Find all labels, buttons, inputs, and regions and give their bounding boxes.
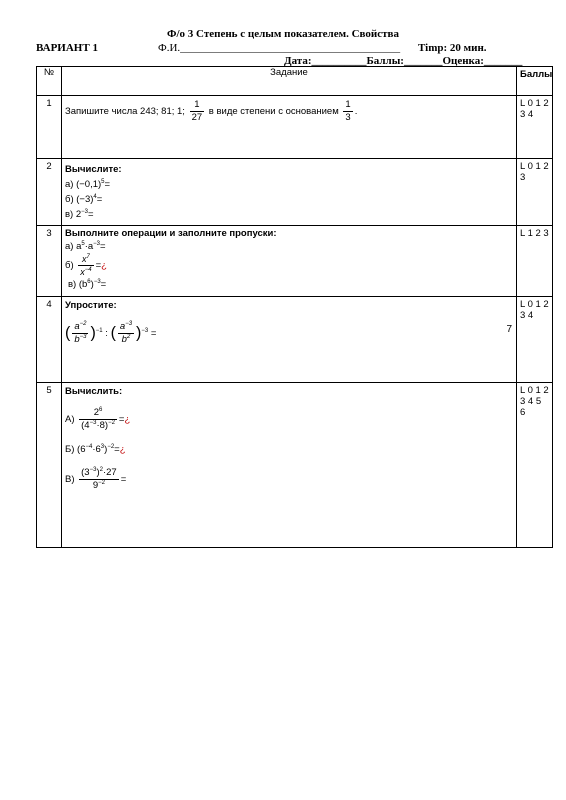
table-row bbox=[37, 159, 553, 226]
task-cell: Запишите числа 243; 81; 1; $\frac{1}{27}$ в виде степени с основанием $\frac{1}{3}$ . bbox=[62, 96, 517, 159]
fraction: $\frac{1}{3}$ bbox=[345, 99, 351, 123]
side-number: 7 bbox=[506, 324, 512, 335]
task-cell bbox=[62, 297, 517, 383]
task-title: Упростите: bbox=[65, 300, 117, 311]
score-cell: L 0 1 2 3 bbox=[517, 159, 553, 226]
task-text: в виде степени с основанием bbox=[208, 106, 339, 118]
score-cell: L 1 2 3 bbox=[517, 226, 553, 297]
task-item: а) $a^5\cdot a^{-3}=$ bbox=[65, 240, 106, 252]
score-cell: L 0 1 2 3 4 5 6 bbox=[517, 383, 553, 548]
task-item: а) $(-0,1)^5=$ bbox=[65, 178, 111, 190]
task-title: Вычислите: bbox=[65, 164, 122, 175]
time-limit: Timp: 20 мин. bbox=[418, 42, 487, 54]
table-row bbox=[37, 297, 553, 383]
name-field: Ф.И.________________________________________ bbox=[158, 42, 401, 54]
variant-label: ВАРИАНТ 1 bbox=[36, 42, 98, 54]
task-item: В) $\frac{(3^{-3})^2\cdot 27}{9^{-2}}$ = bbox=[65, 466, 127, 491]
fraction: $\frac{1}{27}$ bbox=[191, 99, 203, 123]
task-title: Вычислить: bbox=[65, 386, 123, 397]
table-row bbox=[37, 96, 553, 159]
score-cell: L 0 1 2 3 4 bbox=[517, 96, 553, 159]
task-table bbox=[36, 66, 553, 548]
row-number: 4 bbox=[37, 297, 62, 383]
table-row bbox=[37, 226, 553, 297]
task-item: в) $(b^6)^{-3}=$ bbox=[68, 278, 107, 290]
table-header-row bbox=[37, 67, 553, 96]
task-cell bbox=[62, 159, 517, 226]
task-cell bbox=[62, 226, 517, 297]
header-num: № bbox=[37, 67, 62, 96]
task-item: А) $\frac{2^6}{(4^{-3}\cdot 8)^{-2}}$ =¿ bbox=[65, 406, 131, 431]
row-number: 1 bbox=[37, 96, 62, 159]
header-task: Задание bbox=[62, 67, 517, 96]
task-cell bbox=[62, 383, 517, 548]
task-item: в) $2^{-3}=$ bbox=[65, 208, 94, 220]
table-row bbox=[37, 383, 553, 548]
task-title: Выполните операции и заполните пропуски: bbox=[65, 228, 277, 239]
header-score: Баллы bbox=[517, 67, 553, 96]
row-number: 5 bbox=[37, 383, 62, 548]
task-text: Запишите числа 243; 81; 1; bbox=[65, 106, 185, 118]
row-number: 2 bbox=[37, 159, 62, 226]
task-expression: ( $\frac{a^{-2}}{b^{-3}}$ )$^{-1}$ : ( $\frac{a^{-3}}{b^2}$ )$^{-3}$ = bbox=[65, 320, 157, 345]
fraction: $\frac{x^7}{x^{-4}}$ bbox=[80, 254, 92, 277]
date-score-line: Дата:__________Баллы:_______Оценка:_______ bbox=[284, 55, 523, 67]
page-title: Ф/о 3 Степень с целым показателем. Свойства bbox=[167, 28, 399, 40]
task-item: б) $\frac{x^7}{x^{-4}}$ =¿ bbox=[65, 254, 107, 277]
row-number: 3 bbox=[37, 226, 62, 297]
task-item: Б) $(6^{-4}\cdot 6^3)^{-2}=¿$ bbox=[65, 443, 126, 455]
task-item: б) $(-3)^4=$ bbox=[65, 193, 103, 205]
score-cell: L 0 1 2 3 4 bbox=[517, 297, 553, 383]
